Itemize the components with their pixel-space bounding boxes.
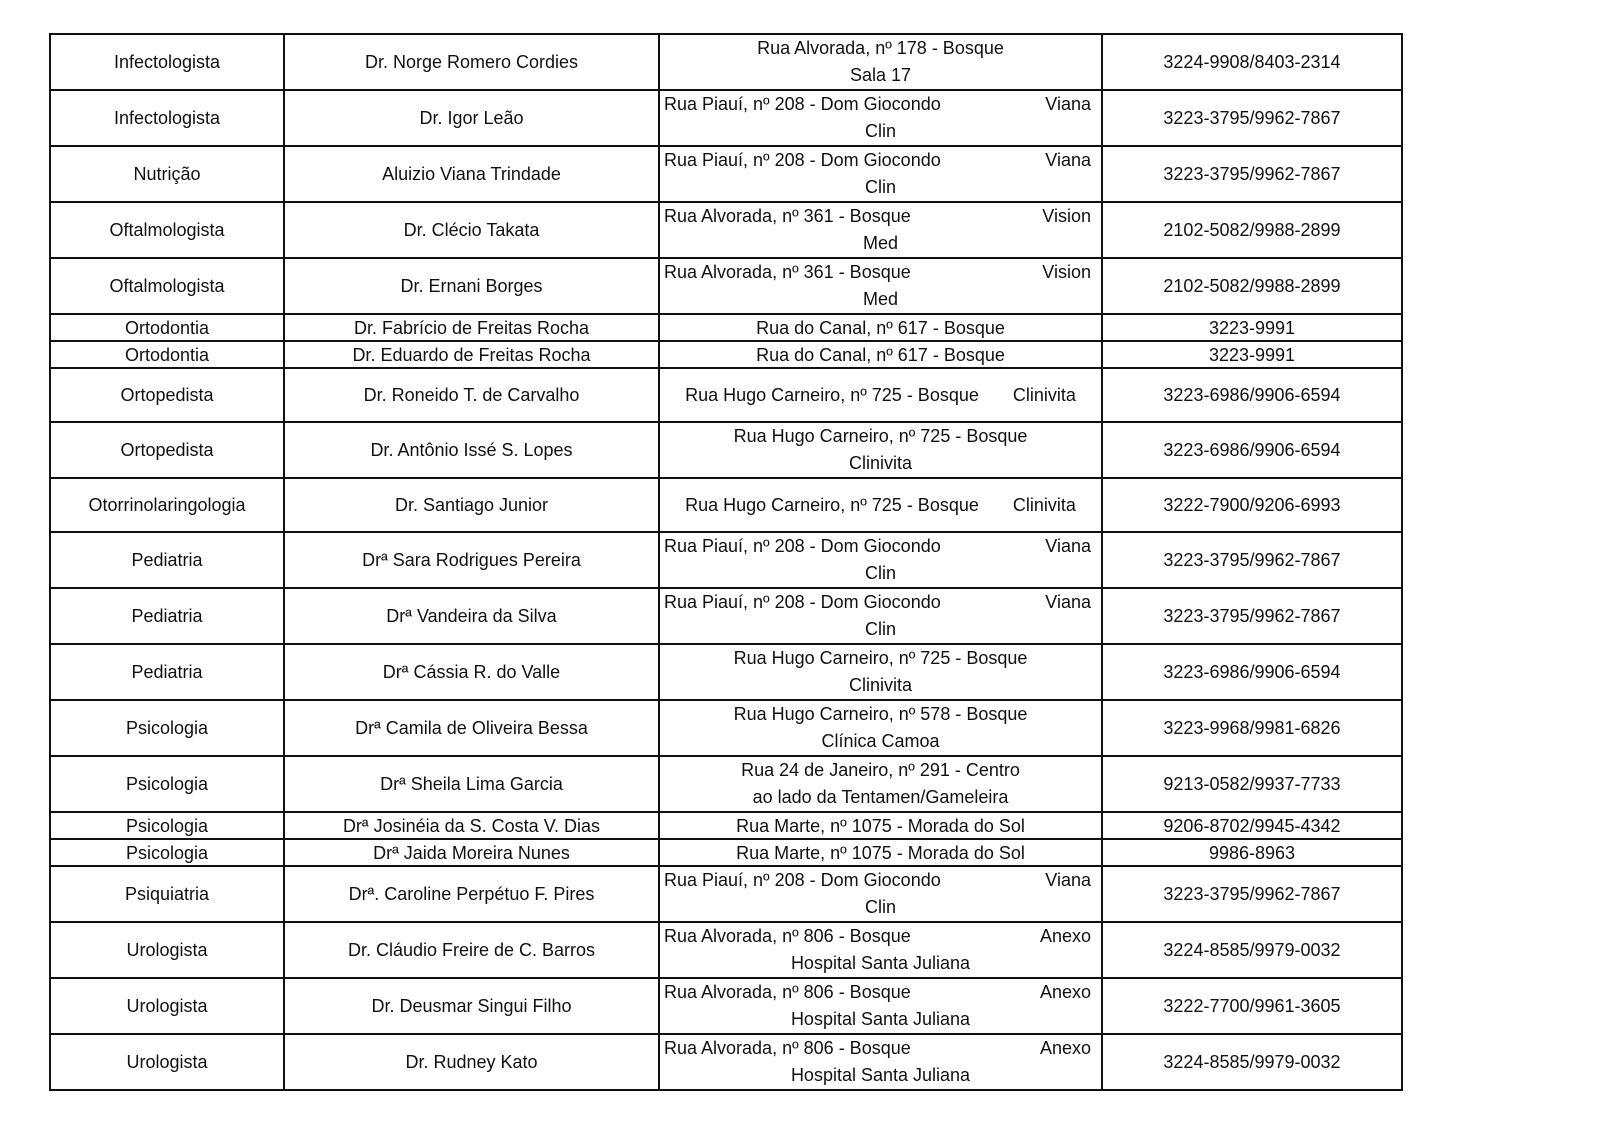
address-line: Rua Piauí, nº 208 - Dom Giocondo [664, 536, 941, 556]
doctor-name-cell: Dr. Ernani Borges [284, 258, 659, 314]
address-place-continued: Hospital Santa Juliana [790, 953, 971, 973]
address-place: Clinivita [1012, 384, 1076, 405]
address-first-line [664, 1035, 1097, 1062]
address-cell [659, 839, 1102, 866]
phone-cell: 3223-3795/9962-7867 [1102, 146, 1402, 202]
address-first-line [664, 147, 1097, 174]
address-cell [659, 314, 1102, 341]
address-place: Viana [1045, 592, 1091, 612]
address-place-continued: Clin [864, 897, 896, 917]
doctor-name-cell: Drª Sara Rodrigues Pereira [284, 532, 659, 588]
doctor-name-cell: Dr. Roneido T. de Carvalho [284, 368, 659, 422]
doctor-name-cell: Aluizio Viana Trindade [284, 146, 659, 202]
address-place-continued: Med [862, 289, 898, 309]
phone-cell: 3223-6986/9906-6594 [1102, 644, 1402, 700]
address-line: Rua Piauí, nº 208 - Dom Giocondo [664, 94, 941, 114]
phone-cell: 3223-6986/9906-6594 [1102, 368, 1402, 422]
specialty-cell: Infectologista [50, 90, 284, 146]
doctor-name-cell: Dr. Eduardo de Freitas Rocha [284, 341, 659, 368]
table-row [50, 341, 1402, 368]
table-row [50, 922, 1402, 978]
address-place: Vision [1042, 262, 1091, 282]
address-line: Rua Marte, nº 1075 - Morada do Sol [736, 842, 1025, 863]
address-cell [659, 588, 1102, 644]
address-place: Viana [1045, 94, 1091, 114]
address-line: Rua Hugo Carneiro, nº 578 - Bosque [733, 704, 1028, 724]
doctor-name-cell: Dr. Norge Romero Cordies [284, 34, 659, 90]
specialty-cell: Psicologia [50, 756, 284, 812]
phone-cell: 3224-8585/9979-0032 [1102, 922, 1402, 978]
address-cell [659, 812, 1102, 839]
table-row [50, 146, 1402, 202]
table-row [50, 978, 1402, 1034]
address-line: Rua do Canal, nº 617 - Bosque [756, 317, 1005, 338]
address-cell [659, 341, 1102, 368]
doctor-name-cell: Drª Josinéia da S. Costa V. Dias [284, 812, 659, 839]
phone-cell: 9206-8702/9945-4342 [1102, 812, 1402, 839]
address-line: Rua Hugo Carneiro, nº 725 - Bosque [733, 426, 1028, 446]
address-place-continued: Clin [864, 121, 896, 141]
address-line: Rua Hugo Carneiro, nº 725 - Bosque [685, 384, 979, 405]
doctor-name-cell: Dr. Fabrício de Freitas Rocha [284, 314, 659, 341]
phone-cell: 3222-7700/9961-3605 [1102, 978, 1402, 1034]
address-cell [659, 202, 1102, 258]
phone-cell: 3223-6986/9906-6594 [1102, 422, 1402, 478]
doctor-name-cell: Dr. Deusmar Singui Filho [284, 978, 659, 1034]
specialty-cell: Pediatria [50, 644, 284, 700]
phone-cell: 3222-7900/9206-6993 [1102, 478, 1402, 532]
address-place-continued: Hospital Santa Juliana [790, 1065, 971, 1085]
address-line: Rua Piauí, nº 208 - Dom Giocondo [664, 592, 941, 612]
address-place: Viana [1045, 870, 1091, 890]
address-place-continued: Clin [864, 563, 896, 583]
doctor-name-cell: Dr. Clécio Takata [284, 202, 659, 258]
phone-cell: 3224-8585/9979-0032 [1102, 1034, 1402, 1090]
address-place: Anexo [1039, 1038, 1091, 1058]
address-cell [659, 756, 1102, 812]
table-row [50, 90, 1402, 146]
phone-cell: 2102-5082/9988-2899 [1102, 258, 1402, 314]
address-cell [659, 34, 1102, 90]
address-line: Rua Piauí, nº 208 - Dom Giocondo [664, 150, 941, 170]
address-cell [659, 1034, 1102, 1090]
address-first-line [664, 589, 1097, 616]
phone-cell: 3223-9968/9981-6826 [1102, 700, 1402, 756]
address-line: Rua Hugo Carneiro, nº 725 - Bosque [733, 648, 1028, 668]
doctor-name-cell: Drª Camila de Oliveira Bessa [284, 700, 659, 756]
phone-cell: 3223-3795/9962-7867 [1102, 588, 1402, 644]
doctor-name-cell: Drª. Caroline Perpétuo F. Pires [284, 866, 659, 922]
address-cell [659, 700, 1102, 756]
specialty-cell: Urologista [50, 1034, 284, 1090]
address-line: Rua Piauí, nº 208 - Dom Giocondo [664, 870, 941, 890]
doctor-name-cell: Dr. Cláudio Freire de C. Barros [284, 922, 659, 978]
table-row [50, 202, 1402, 258]
address-cell [659, 978, 1102, 1034]
specialty-cell: Pediatria [50, 532, 284, 588]
address-first-line [664, 979, 1097, 1006]
table-row [50, 812, 1402, 839]
address-cell [659, 644, 1102, 700]
table-row [50, 700, 1402, 756]
address-line: Rua Alvorada, nº 361 - Bosque [664, 262, 911, 282]
table-row [50, 588, 1402, 644]
address-place-continued: Hospital Santa Juliana [790, 1009, 971, 1029]
address-place-continued: Med [862, 233, 898, 253]
doctor-directory-table [49, 33, 1403, 1091]
address-line: Rua Alvorada, nº 806 - Bosque [664, 926, 911, 946]
address-first-line [664, 91, 1097, 118]
address-line: Rua Alvorada, nº 806 - Bosque [664, 1038, 911, 1058]
phone-cell: 3223-3795/9962-7867 [1102, 532, 1402, 588]
address-first-line [664, 923, 1097, 950]
address-place: Anexo [1039, 982, 1091, 1002]
specialty-cell: Psiquiatria [50, 866, 284, 922]
doctor-name-cell: Dr. Santiago Junior [284, 478, 659, 532]
phone-cell: 3223-9991 [1102, 341, 1402, 368]
specialty-cell: Urologista [50, 922, 284, 978]
specialty-cell: Ortodontia [50, 341, 284, 368]
address-place: Clínica Camoa [821, 731, 940, 751]
table-row [50, 368, 1402, 422]
address-cell [659, 478, 1102, 532]
address-place: Clinivita [848, 453, 913, 473]
address-first-line [664, 203, 1097, 230]
address-cell [659, 90, 1102, 146]
doctor-name-cell: Drª Vandeira da Silva [284, 588, 659, 644]
address-line: Rua do Canal, nº 617 - Bosque [756, 344, 1005, 365]
phone-cell: 3223-3795/9962-7867 [1102, 90, 1402, 146]
table-body [50, 34, 1402, 1090]
specialty-cell: Urologista [50, 978, 284, 1034]
address-place: Sala 17 [849, 65, 912, 85]
address-first-line [664, 533, 1097, 560]
address-place: ao lado da Tentamen/Gameleira [752, 787, 1009, 807]
specialty-cell: Nutrição [50, 146, 284, 202]
table-row [50, 756, 1402, 812]
table-row [50, 314, 1402, 341]
address-place: Viana [1045, 150, 1091, 170]
specialty-cell: Psicologia [50, 700, 284, 756]
address-cell [659, 146, 1102, 202]
phone-cell: 9213-0582/9937-7733 [1102, 756, 1402, 812]
doctor-name-cell: Dr. Rudney Kato [284, 1034, 659, 1090]
address-cell [659, 532, 1102, 588]
address-place: Viana [1045, 536, 1091, 556]
doctor-name-cell: Drª Cássia R. do Valle [284, 644, 659, 700]
table-row [50, 1034, 1402, 1090]
address-line: Rua Hugo Carneiro, nº 725 - Bosque [685, 494, 979, 515]
table-row [50, 478, 1402, 532]
phone-cell: 3223-3795/9962-7867 [1102, 866, 1402, 922]
address-line: Rua Alvorada, nº 806 - Bosque [664, 982, 911, 1002]
address-line: Rua 24 de Janeiro, nº 291 - Centro [741, 760, 1020, 780]
address-first-line [664, 259, 1097, 286]
specialty-cell: Otorrinolaringologia [50, 478, 284, 532]
table-row [50, 644, 1402, 700]
address-cell [659, 258, 1102, 314]
specialty-cell: Pediatria [50, 588, 284, 644]
specialty-cell: Psicologia [50, 839, 284, 866]
address-cell [659, 922, 1102, 978]
doctor-name-cell: Drª Jaida Moreira Nunes [284, 839, 659, 866]
doctor-name-cell: Drª Sheila Lima Garcia [284, 756, 659, 812]
specialty-cell: Oftalmologista [50, 258, 284, 314]
phone-cell: 3223-9991 [1102, 314, 1402, 341]
specialty-cell: Ortopedista [50, 368, 284, 422]
address-place-continued: Clin [864, 619, 896, 639]
address-cell [659, 866, 1102, 922]
address-cell [659, 422, 1102, 478]
address-line: Rua Alvorada, nº 361 - Bosque [664, 206, 911, 226]
address-place: Vision [1042, 206, 1091, 226]
specialty-cell: Ortopedista [50, 422, 284, 478]
specialty-cell: Ortodontia [50, 314, 284, 341]
specialty-cell: Infectologista [50, 34, 284, 90]
table-row [50, 34, 1402, 90]
doctor-name-cell: Dr. Antônio Issé S. Lopes [284, 422, 659, 478]
specialty-cell: Oftalmologista [50, 202, 284, 258]
address-first-line [664, 867, 1097, 894]
phone-cell: 9986-8963 [1102, 839, 1402, 866]
table-row [50, 866, 1402, 922]
address-line: Rua Alvorada, nº 178 - Bosque [757, 38, 1004, 58]
address-place-continued: Clin [864, 177, 896, 197]
table-row [50, 839, 1402, 866]
address-place: Clinivita [1012, 494, 1076, 515]
address-line: Rua Marte, nº 1075 - Morada do Sol [736, 815, 1025, 836]
address-place: Clinivita [848, 675, 913, 695]
table-row [50, 532, 1402, 588]
specialty-cell: Psicologia [50, 812, 284, 839]
phone-cell: 2102-5082/9988-2899 [1102, 202, 1402, 258]
doctor-name-cell: Dr. Igor Leão [284, 90, 659, 146]
table-row [50, 258, 1402, 314]
address-cell [659, 368, 1102, 422]
table-row [50, 422, 1402, 478]
phone-cell: 3224-9908/8403-2314 [1102, 34, 1402, 90]
address-place: Anexo [1039, 926, 1091, 946]
